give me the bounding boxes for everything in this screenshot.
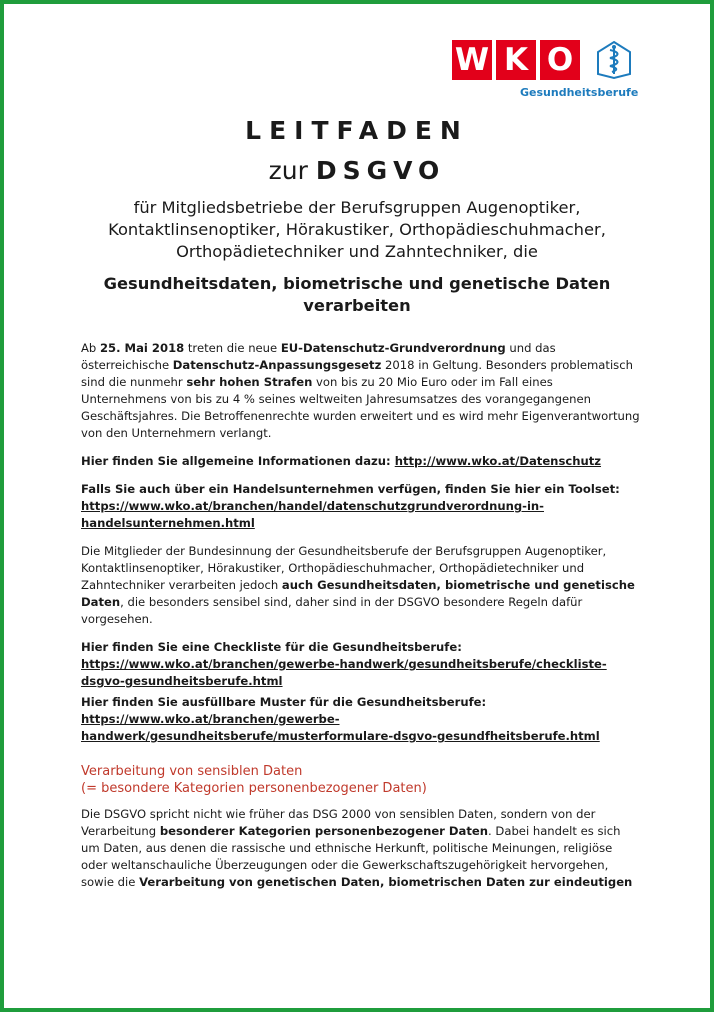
section-heading-line2: (= besondere Kategorien personenbezogener Daten) (81, 781, 427, 796)
info-paragraph (81, 453, 641, 470)
document-title-line2 (4, 154, 710, 188)
toolset-paragraph (81, 481, 641, 532)
document-title: LEITFADEN (245, 116, 469, 145)
logo-letter-k: K (496, 40, 536, 80)
document-subtitle-bold: Gesundheitsdaten, biometrische und genetische Daten verarbeiten (103, 274, 611, 315)
checklist-label: Hier finden Sie eine Checkliste für die Gesundheitsberufe: (81, 640, 462, 654)
title-prefix: zur (268, 156, 308, 185)
logo-letter-o: O (540, 40, 580, 80)
title-main: DSGVO (315, 156, 446, 185)
toolset-label: Falls Sie auch über ein Handelsunternehmen verfügen, finden Sie hier ein Toolset: (81, 482, 620, 496)
document-subtitle: für Mitgliedsbetriebe der Berufsgruppen Augenoptiker, Kontaktlinsenoptiker, Hörakustiker, Orthopädieschuhmacher, Orthopädietechniker und Zahntechniker, die (108, 198, 606, 261)
info-label: Hier finden Sie allgemeine Informationen dazu: (81, 454, 395, 468)
members-paragraph (81, 543, 641, 628)
text-run: Ab (81, 341, 100, 355)
text-run: und das österreichische (81, 341, 556, 372)
text-run: , die besonders sensibel sind, daher sind in der DSGVO besondere Regeln dafür vorgesehen. (81, 595, 583, 626)
text-bold: Verarbeitung von genetischen Daten, biometrischen Daten zur eindeutigen (139, 875, 633, 889)
text-run: von bis zu 20 Mio Euro oder im Fall eines Unternehmens von bis zu 4 % seines weltweiten Jahresumsatzes des vorangegangenen Geschäftsjahres. Die Betroffenenrechte wurden erweitert und es wird mehr Eigenverantwortung von den Unternehmern verlangt. (81, 375, 640, 440)
text-bold: EU-Datenschutz-Grundverordnung (280, 341, 506, 355)
templates-link[interactable]: https://www.wko.at/branchen/gewerbe-handwerk/gesundheitsberufe/musterformulare-dsgvo-gesundfheitsberufe.html (81, 712, 600, 743)
section-heading (81, 763, 641, 797)
intro-paragraph (81, 340, 641, 442)
text-run: . Dabei handelt es sich um Daten, aus denen die rassische und ethnische Herkunft, politische Meinungen, religiöse oder weltanschauliche Überzeugungen oder die Gewerkschaftszugehörigkeit hervorgehen, sowie die (81, 824, 621, 889)
checklist-link[interactable]: https://www.wko.at/branchen/gewerbe-handwerk/gesundheitsberufe/checkliste-dsgvo-gesundheitsberufe.html (81, 657, 607, 688)
section-paragraph (81, 806, 641, 891)
text-bold: besonderer Kategorien personenbezogener Daten (159, 824, 489, 838)
text-bold: sehr hohen Strafen (186, 375, 313, 389)
text-bold: Datenschutz-Anpassungsgesetz (172, 358, 382, 372)
logo-letter-w: W (452, 40, 492, 80)
templates-label: Hier finden Sie ausfüllbare Muster für die Gesundheitsberufe: (81, 695, 487, 709)
text-bold: 25. Mai 2018 (99, 341, 185, 355)
text-run: 2018 in Geltung. Besonders problematisch sind die nunmehr (81, 358, 633, 389)
text-run: treten die neue (184, 341, 281, 355)
text-run: Die Mitglieder der Bundesinnung der Gesundheitsberufe der Berufsgruppen Augenoptiker, Kontaktlinsenoptiker, Hörakustiker, Orthopädieschuhmacher, Orthopädietechniker und Zahntechniker verarbeiten jedoch (81, 544, 607, 592)
document-body (81, 340, 641, 902)
text-bold: auch Gesundheitsdaten, biometrische und genetische Daten (81, 578, 635, 609)
section-heading-line1: Verarbeitung von sensiblen Daten (81, 764, 303, 779)
text-run: Die DSGVO spricht nicht wie früher das DSG 2000 von sensiblen Daten, sondern von der Verarbeitung (81, 807, 596, 838)
checklist-paragraph (81, 639, 641, 690)
templates-paragraph (81, 694, 641, 745)
wko-logo (452, 40, 639, 104)
toolset-link[interactable]: https://www.wko.at/branchen/handel/datenschutzgrundverordnung-in-handelsunternehmen.html (81, 499, 544, 530)
logo-subtitle: Gesundheitsberufe (520, 86, 639, 99)
aesculap-staff-icon (596, 40, 632, 80)
info-link[interactable]: http://www.wko.at/Datenschutz (394, 454, 602, 468)
